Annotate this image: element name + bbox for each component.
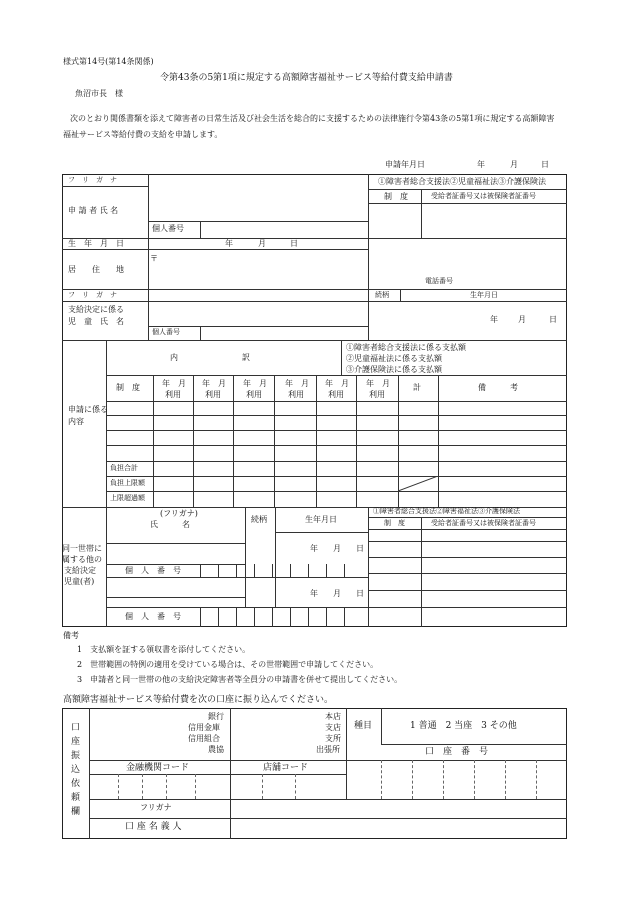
household-birth-month-2: 月 bbox=[333, 589, 341, 598]
applicant-law-options: ①障害者総合支援法②児童福祉法③介護保険法 bbox=[378, 177, 546, 186]
bank-side-label: 口座振込依頼欄 bbox=[69, 722, 79, 820]
household-side-4: 児童(者) bbox=[64, 577, 95, 586]
child-furigana-label: フ リ ガ ナ bbox=[68, 291, 117, 299]
burden-total-label: 負担合計 bbox=[110, 464, 138, 472]
birth-day-label: 日 bbox=[290, 239, 298, 248]
date-day-label: 日 bbox=[541, 160, 549, 169]
remark-item-2: 2 世帯範囲の特例の適用を受けている場合は、その世帯範囲で申請してください。 bbox=[77, 660, 379, 669]
applicant-personal-number-label: 個人番号 bbox=[152, 224, 184, 233]
use-header-4: 利用 bbox=[288, 390, 304, 399]
birth-month-label: 月 bbox=[258, 239, 266, 248]
ym-header-1: 年 月 bbox=[162, 379, 186, 388]
applicant-system-header: 制 度 bbox=[384, 192, 408, 201]
total-header: 計 bbox=[413, 383, 421, 392]
ym-header-4: 年 月 bbox=[285, 379, 309, 388]
branch-type-office: 出張所 bbox=[316, 745, 340, 754]
household-birth-day-1: 日 bbox=[356, 544, 364, 553]
household-side-3: 支給決定 bbox=[64, 566, 96, 575]
household-personal-number-2: 個 人 番 号 bbox=[125, 612, 181, 621]
use-header-6: 利用 bbox=[369, 390, 385, 399]
burden-limit-label: 負担上限額 bbox=[110, 479, 145, 487]
intro-line-1: 次のとおり関係書類を添えて障害者の日常生活及び社会生活を総合的に支援するための法律施行令第43条の5第1項に規定する高額障害 bbox=[70, 114, 555, 123]
household-birth-month-1: 月 bbox=[333, 544, 341, 553]
phone-label: 電話番号 bbox=[425, 277, 453, 285]
child-birth-month: 月 bbox=[518, 315, 526, 324]
use-header-3: 利用 bbox=[246, 390, 262, 399]
household-birth-year-1: 年 bbox=[310, 544, 318, 553]
household-furigana-header: (フリガナ) bbox=[160, 509, 198, 518]
household-name-header: 氏 名 bbox=[150, 520, 190, 529]
branch-code-label: 店舗コード bbox=[263, 763, 309, 773]
over-limit-label: 上限超過額 bbox=[110, 494, 145, 502]
account-holder-label: 口 座 名 義 人 bbox=[125, 822, 182, 832]
birth-year-label: 年 bbox=[225, 239, 233, 248]
notes-header: 備 考 bbox=[478, 383, 518, 392]
application-date-label: 申請年月日 bbox=[385, 160, 425, 169]
form-title: 令第43条の5第1項に規定する高額障害福祉サービス等給付費支給申請書 bbox=[160, 73, 453, 83]
household-personal-number-1: 個 人 番 号 bbox=[125, 566, 181, 575]
postal-mark: 〒 bbox=[150, 254, 158, 263]
content-law-1: ①障害者総合支援法に係る支払額 bbox=[346, 343, 466, 352]
child-birth-day: 日 bbox=[549, 315, 557, 324]
form-number: 様式第14号(第14条関係) bbox=[63, 57, 154, 66]
institution-code-label: 金融機関コード bbox=[126, 763, 190, 773]
ym-header-3: 年 月 bbox=[243, 379, 267, 388]
child-name-label-2: 児 童 氏 名 bbox=[68, 317, 124, 326]
address-label: 居 住 地 bbox=[68, 265, 124, 274]
content-side-label: 申請に係る内容 bbox=[68, 405, 108, 426]
holder-furigana-label: フリガナ bbox=[140, 803, 172, 812]
account-kind-label: 種目 bbox=[354, 721, 373, 731]
content-law-2: ②児童福祉法に係る支払額 bbox=[346, 354, 442, 363]
applicant-cert-header: 受給者証番号又は被保険者証番号 bbox=[431, 192, 536, 200]
child-birth-year: 年 bbox=[490, 315, 498, 324]
branch-type-sub: 支所 bbox=[325, 734, 341, 743]
ym-header-5: 年 月 bbox=[325, 379, 349, 388]
inst-type-credit-union: 信用組合 bbox=[188, 734, 220, 743]
household-law-options: ①障害者総合支援法②障害福祉法③介護保険法 bbox=[373, 507, 520, 515]
use-header-5: 利用 bbox=[328, 390, 344, 399]
remarks-heading: 備考 bbox=[63, 631, 79, 640]
applicant-furigana-label: フ リ ガ ナ bbox=[68, 176, 117, 184]
household-relation-header: 続柄 bbox=[251, 515, 267, 524]
child-name-label-1: 支給決定に係る bbox=[68, 305, 124, 314]
date-year-label: 年 bbox=[477, 160, 485, 169]
applicant-name-label: 申 請 者 氏 名 bbox=[68, 206, 119, 215]
branch-type-branch: 支店 bbox=[325, 723, 341, 732]
household-birth-day-2: 日 bbox=[356, 589, 364, 598]
household-side-2: 属する他の bbox=[62, 555, 102, 564]
date-month-label: 月 bbox=[510, 160, 518, 169]
household-birth-header: 生年月日 bbox=[305, 515, 337, 524]
use-header-2: 利用 bbox=[205, 390, 221, 399]
account-number-label: 口 座 番 号 bbox=[425, 747, 489, 757]
remark-item-3: 3 申請者と同一世帯の他の支給決定障害者等全員分の申請書を併せて提出してください。 bbox=[77, 675, 403, 684]
diagonal-slash bbox=[398, 476, 438, 491]
breakdown-header: 内 訳 bbox=[170, 353, 250, 362]
content-law-3: ③介護保険法に係る支払額 bbox=[346, 365, 442, 374]
ym-header-6: 年 月 bbox=[366, 379, 390, 388]
use-header-1: 利用 bbox=[165, 390, 181, 399]
household-cert-header: 受給者証番号又は被保険者証番号 bbox=[431, 519, 536, 527]
inst-type-bank: 銀行 bbox=[208, 712, 224, 721]
child-birthdate-header: 生年月日 bbox=[470, 291, 498, 299]
child-relation-header: 続柄 bbox=[375, 291, 389, 299]
addressee: 魚沼市長 様 bbox=[75, 89, 123, 98]
remark-item-1: 1 支払額を証する領収書を添付してください。 bbox=[77, 645, 251, 654]
inst-type-agri: 農協 bbox=[208, 745, 224, 754]
household-birth-year-2: 年 bbox=[310, 589, 318, 598]
child-personal-number-label: 個人番号 bbox=[152, 328, 180, 336]
applicant-birthdate-label: 生 年 月 日 bbox=[68, 239, 124, 248]
bank-heading: 高額障害福祉サービス等給付費を次の口座に振り込んでください。 bbox=[63, 695, 334, 705]
household-side-1: 同一世帯に bbox=[62, 544, 102, 553]
intro-line-2: 福祉サービス等給付費の支給を申請します。 bbox=[63, 130, 223, 139]
ym-header-2: 年 月 bbox=[202, 379, 226, 388]
content-system-header: 制 度 bbox=[116, 383, 140, 392]
account-kind-options: 1 普通 2 当座 3 その他 bbox=[410, 721, 517, 731]
household-system-header: 制 度 bbox=[384, 519, 405, 527]
branch-type-head: 本店 bbox=[325, 712, 341, 721]
inst-type-shinkin: 信用金庫 bbox=[188, 723, 220, 732]
